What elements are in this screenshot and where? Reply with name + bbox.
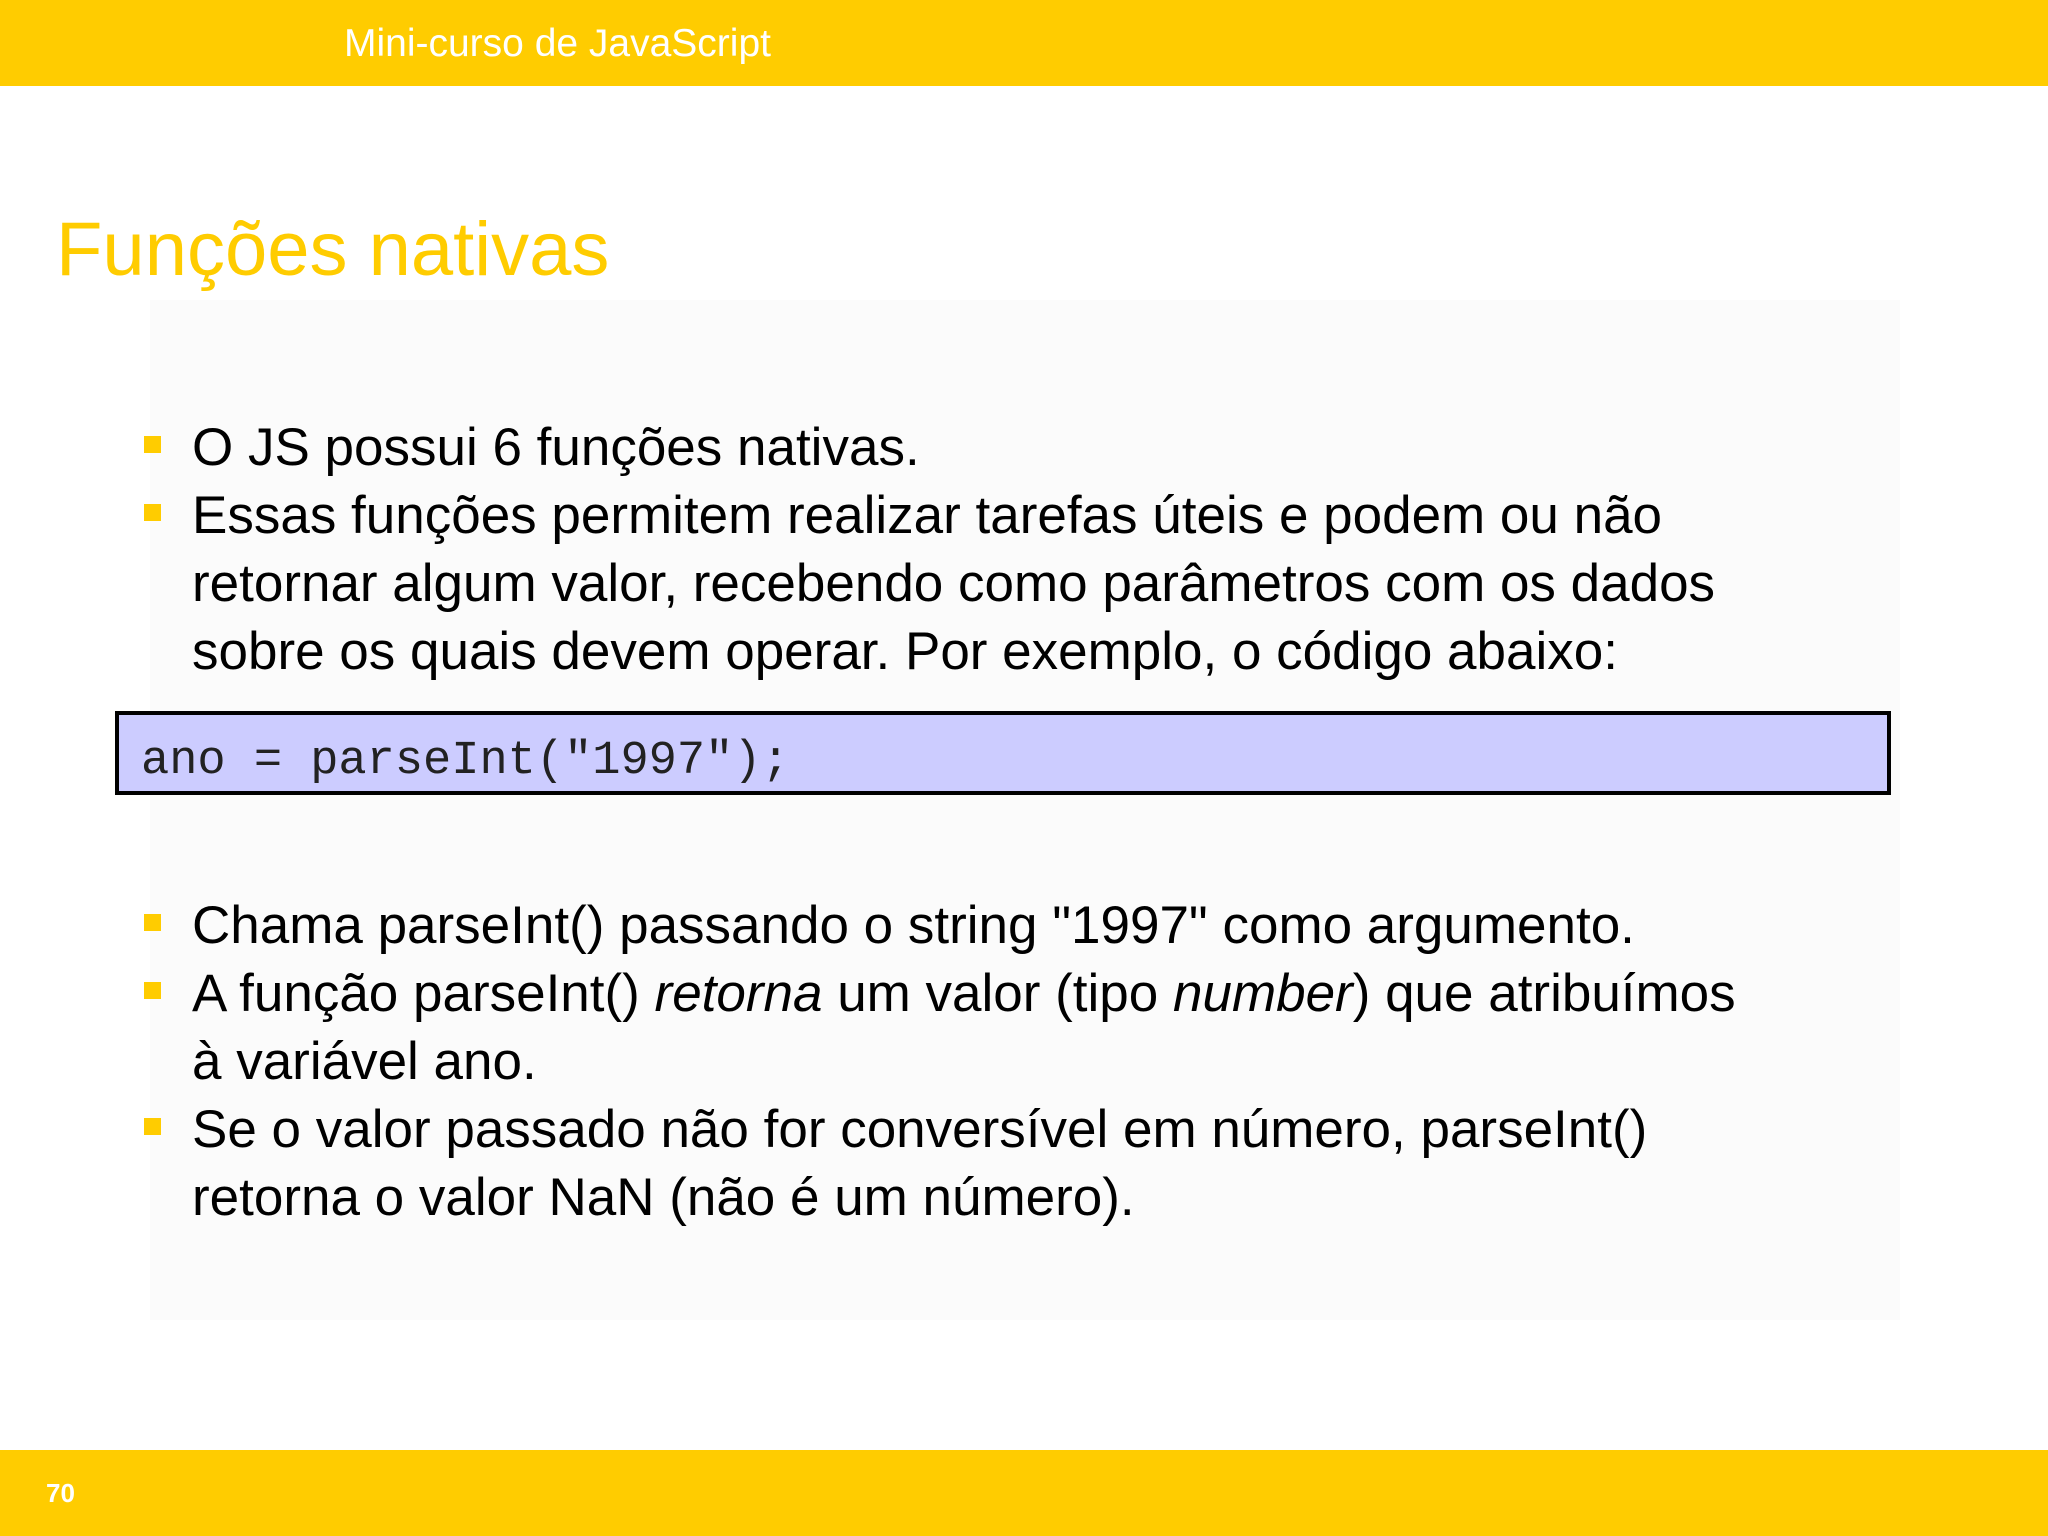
bullet-square-icon	[144, 436, 161, 453]
bullet-list-top	[0, 414, 2048, 686]
course-title: Mini-curso de JavaScript	[344, 22, 771, 65]
bullet-item	[0, 1096, 2048, 1232]
bullet-square-icon	[144, 504, 161, 521]
bullet-square-icon	[144, 1118, 161, 1135]
bullet-text: O JS possui 6 funções nativas.	[192, 418, 920, 477]
header-bar	[0, 0, 2048, 86]
bullet-text: Se o valor passado não for conversível em número, parseInt()	[192, 1100, 1648, 1159]
bullet-text: Essas funções permitem realizar tarefas úteis e podem ou não	[192, 486, 1663, 545]
emphasis-text: retorna	[654, 964, 823, 1023]
page-number: 70	[46, 1478, 75, 1508]
bullet-text: Chama parseInt() passando o string "1997" como argumento.	[192, 896, 1635, 955]
bullet-square-icon	[144, 914, 161, 931]
bullet-text: sobre os quais devem operar. Por exemplo, o código abaixo:	[192, 622, 1618, 681]
bullet-text: retornar algum valor, recebendo como parâmetros com os dados	[192, 554, 1716, 613]
bullet-item	[0, 482, 2048, 686]
bullet-text: à variável ano.	[192, 1032, 537, 1091]
text-run: A função parseInt()	[192, 964, 655, 1023]
bullet-text: retorna o valor NaN (não é um número).	[192, 1168, 1135, 1227]
bullet-item	[0, 892, 2048, 960]
slide-title: Funções nativas	[56, 207, 610, 292]
emphasis-text: number	[1173, 964, 1353, 1023]
text-run: um valor (tipo	[822, 964, 1173, 1023]
code-example-text: ano = parseInt("1997");	[141, 735, 790, 788]
bullet-list-bottom	[0, 892, 2048, 1232]
bullet-item	[0, 414, 2048, 482]
code-example-box	[115, 711, 1891, 795]
text-run: ) que atribuímos	[1352, 964, 1736, 1023]
footer-bar	[0, 1450, 2048, 1536]
bullet-square-icon	[144, 982, 161, 999]
bullet-text	[192, 960, 1948, 1028]
bullet-item	[0, 960, 2048, 1096]
